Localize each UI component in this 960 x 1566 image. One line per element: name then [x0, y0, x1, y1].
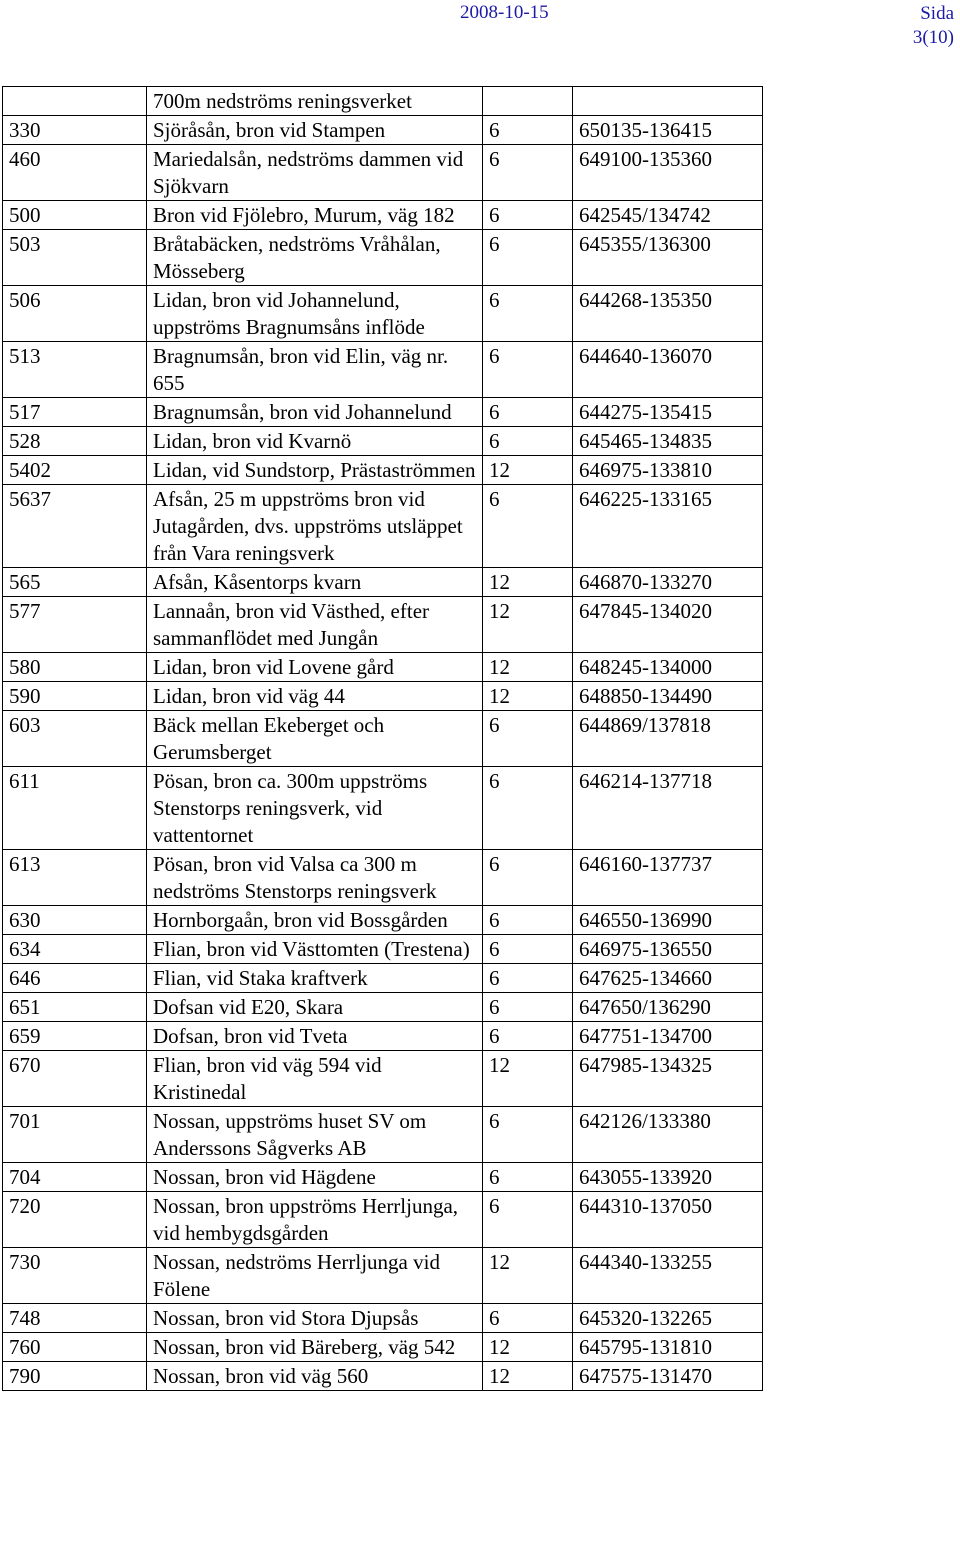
table-row — [3, 935, 763, 964]
location-cell: Lidan, bron vid Johannelund, uppströms Bragnumsåns inflöde — [147, 286, 483, 342]
station-id-cell: 528 — [3, 427, 147, 456]
interval-cell: 6 — [483, 1107, 573, 1163]
table-row — [3, 1022, 763, 1051]
coordinate-cell: 644869/137818 — [573, 711, 763, 767]
coordinate-cell: 645320-132265 — [573, 1304, 763, 1333]
location-cell: Bragnumsån, bron vid Johannelund — [147, 398, 483, 427]
station-id-cell: 790 — [3, 1362, 147, 1391]
station-id-cell: 748 — [3, 1304, 147, 1333]
location-cell: Sjöråsån, bron vid Stampen — [147, 116, 483, 145]
interval-cell: 6 — [483, 201, 573, 230]
interval-cell: 12 — [483, 1051, 573, 1107]
location-cell: Flian, bron vid Västtomten (Trestena) — [147, 935, 483, 964]
interval-cell: 6 — [483, 964, 573, 993]
interval-cell: 12 — [483, 1248, 573, 1304]
station-id-cell: 5637 — [3, 485, 147, 568]
table-row — [3, 1362, 763, 1391]
coordinate-cell: 643055-133920 — [573, 1163, 763, 1192]
coordinate-cell: 645465-134835 — [573, 427, 763, 456]
coordinate-cell: 644310-137050 — [573, 1192, 763, 1248]
station-id-cell: 330 — [3, 116, 147, 145]
coordinate-cell: 648245-134000 — [573, 653, 763, 682]
location-cell: Lidan, bron vid Kvarnö — [147, 427, 483, 456]
coordinate-cell: 647650/136290 — [573, 993, 763, 1022]
location-cell: Nossan, nedströms Herrljunga vid Fölene — [147, 1248, 483, 1304]
table-row — [3, 1051, 763, 1107]
coordinate-cell: 645795-131810 — [573, 1333, 763, 1362]
table-row — [3, 230, 763, 286]
coordinate-cell: 646870-133270 — [573, 568, 763, 597]
station-id-cell: 500 — [3, 201, 147, 230]
interval-cell: 6 — [483, 145, 573, 201]
location-cell: Nossan, bron vid Hägdene — [147, 1163, 483, 1192]
interval-cell: 6 — [483, 850, 573, 906]
coordinate-cell: 646550-136990 — [573, 906, 763, 935]
table-row — [3, 116, 763, 145]
interval-cell: 6 — [483, 1022, 573, 1051]
location-cell: Dofsan, bron vid Tveta — [147, 1022, 483, 1051]
coordinate-cell: 647625-134660 — [573, 964, 763, 993]
location-cell: Bragnumsån, bron vid Elin, väg nr. 655 — [147, 342, 483, 398]
table-row — [3, 456, 763, 485]
location-cell: Nossan, bron uppströms Herrljunga, vid hembygdsgården — [147, 1192, 483, 1248]
coordinate-cell: 646214-137718 — [573, 767, 763, 850]
interval-cell: 6 — [483, 230, 573, 286]
table-row — [3, 485, 763, 568]
location-cell: Pösan, bron vid Valsa ca 300 m nedströms Stenstorps reningsverk — [147, 850, 483, 906]
coordinate-cell: 644640-136070 — [573, 342, 763, 398]
station-id-cell: 646 — [3, 964, 147, 993]
interval-cell: 12 — [483, 456, 573, 485]
station-table — [2, 86, 763, 1391]
coordinate-cell: 646975-133810 — [573, 456, 763, 485]
location-cell: Mariedalsån, nedströms dammen vid Sjökvarn — [147, 145, 483, 201]
location-cell: Afsån, Kåsentorps kvarn — [147, 568, 483, 597]
station-id-cell: 701 — [3, 1107, 147, 1163]
location-cell: Lidan, vid Sundstorp, Prästaströmmen — [147, 456, 483, 485]
header-page — [894, 2, 954, 50]
location-cell: Afsån, 25 m uppströms bron vid Jutagården, dvs. uppströms utsläppet från Vara reningsverk — [147, 485, 483, 568]
table-row — [3, 145, 763, 201]
station-id-cell: 659 — [3, 1022, 147, 1051]
coordinate-cell: 647845-134020 — [573, 597, 763, 653]
location-cell: Bron vid Fjölebro, Murum, väg 182 — [147, 201, 483, 230]
coordinate-cell: 648850-134490 — [573, 682, 763, 711]
table-row — [3, 1107, 763, 1163]
station-id-cell: 460 — [3, 145, 147, 201]
station-id-cell: 611 — [3, 767, 147, 850]
location-cell: Hornborgaån, bron vid Bossgården — [147, 906, 483, 935]
interval-cell: 12 — [483, 653, 573, 682]
location-cell: Nossan, bron vid väg 560 — [147, 1362, 483, 1391]
table-row — [3, 398, 763, 427]
table-row — [3, 427, 763, 456]
station-id-cell: 5402 — [3, 456, 147, 485]
interval-cell: 6 — [483, 767, 573, 850]
interval-cell: 6 — [483, 427, 573, 456]
interval-cell: 12 — [483, 597, 573, 653]
table-row — [3, 286, 763, 342]
interval-cell: 6 — [483, 1163, 573, 1192]
table-row — [3, 1163, 763, 1192]
table-row — [3, 1333, 763, 1362]
location-cell: Bäck mellan Ekeberget och Gerumsberget — [147, 711, 483, 767]
coordinate-cell: 644268-135350 — [573, 286, 763, 342]
location-cell: Lidan, bron vid väg 44 — [147, 682, 483, 711]
header-date: 2008-10-15 — [460, 2, 549, 23]
interval-cell — [483, 87, 573, 116]
interval-cell: 12 — [483, 1333, 573, 1362]
interval-cell: 6 — [483, 935, 573, 964]
coordinate-cell: 642545/134742 — [573, 201, 763, 230]
coordinate-cell: 647751-134700 — [573, 1022, 763, 1051]
interval-cell: 6 — [483, 398, 573, 427]
table-row — [3, 711, 763, 767]
coordinate-cell: 642126/133380 — [573, 1107, 763, 1163]
location-cell: Nossan, uppströms huset SV om Anderssons Sågverks AB — [147, 1107, 483, 1163]
table-row — [3, 568, 763, 597]
station-id-cell: 503 — [3, 230, 147, 286]
station-id-cell: 590 — [3, 682, 147, 711]
page-number: 3(10) — [912, 27, 954, 48]
station-id-cell: 760 — [3, 1333, 147, 1362]
station-id-cell: 670 — [3, 1051, 147, 1107]
coordinate-cell: 650135-136415 — [573, 116, 763, 145]
station-id-cell: 730 — [3, 1248, 147, 1304]
coordinate-cell: 646975-136550 — [573, 935, 763, 964]
table-row — [3, 87, 763, 116]
interval-cell: 6 — [483, 342, 573, 398]
location-cell: Dofsan vid E20, Skara — [147, 993, 483, 1022]
interval-cell: 6 — [483, 1192, 573, 1248]
station-id-cell: 651 — [3, 993, 147, 1022]
coordinate-cell: 647985-134325 — [573, 1051, 763, 1107]
table-row — [3, 1192, 763, 1248]
station-table-body — [3, 87, 763, 1391]
coordinate-cell: 649100-135360 — [573, 145, 763, 201]
table-row — [3, 682, 763, 711]
table-row — [3, 1304, 763, 1333]
interval-cell: 6 — [483, 1304, 573, 1333]
table-row — [3, 597, 763, 653]
interval-cell: 6 — [483, 906, 573, 935]
interval-cell: 6 — [483, 993, 573, 1022]
station-id-cell: 630 — [3, 906, 147, 935]
coordinate-cell: 646160-137737 — [573, 850, 763, 906]
station-id-cell: 603 — [3, 711, 147, 767]
station-id-cell: 704 — [3, 1163, 147, 1192]
station-id-cell: 513 — [3, 342, 147, 398]
coordinate-cell — [573, 87, 763, 116]
table-row — [3, 1248, 763, 1304]
coordinate-cell: 644340-133255 — [573, 1248, 763, 1304]
station-id-cell: 577 — [3, 597, 147, 653]
station-id-cell: 565 — [3, 568, 147, 597]
page-label: Sida — [920, 3, 954, 24]
station-id-cell — [3, 87, 147, 116]
station-id-cell: 634 — [3, 935, 147, 964]
station-id-cell: 517 — [3, 398, 147, 427]
coordinate-cell: 644275-135415 — [573, 398, 763, 427]
interval-cell: 12 — [483, 1362, 573, 1391]
table-row — [3, 850, 763, 906]
interval-cell: 6 — [483, 116, 573, 145]
table-row — [3, 993, 763, 1022]
table-row — [3, 964, 763, 993]
coordinate-cell: 647575-131470 — [573, 1362, 763, 1391]
table-row — [3, 767, 763, 850]
table-row — [3, 906, 763, 935]
interval-cell: 12 — [483, 682, 573, 711]
station-id-cell: 720 — [3, 1192, 147, 1248]
table-row — [3, 653, 763, 682]
station-id-cell: 580 — [3, 653, 147, 682]
location-cell: Pösan, bron ca. 300m uppströms Stenstorps reningsverk, vid vattentornet — [147, 767, 483, 850]
table-row — [3, 342, 763, 398]
location-cell: Lidan, bron vid Lovene gård — [147, 653, 483, 682]
coordinate-cell: 646225-133165 — [573, 485, 763, 568]
location-cell: Flian, bron vid väg 594 vid Kristinedal — [147, 1051, 483, 1107]
location-cell: Lannaån, bron vid Västhed, efter sammanflödet med Jungån — [147, 597, 483, 653]
location-cell: 700m nedströms reningsverket — [147, 87, 483, 116]
interval-cell: 6 — [483, 711, 573, 767]
interval-cell: 6 — [483, 485, 573, 568]
interval-cell: 6 — [483, 286, 573, 342]
station-id-cell: 613 — [3, 850, 147, 906]
location-cell: Flian, vid Staka kraftverk — [147, 964, 483, 993]
location-cell: Nossan, bron vid Bäreberg, väg 542 — [147, 1333, 483, 1362]
table-row — [3, 201, 763, 230]
station-id-cell: 506 — [3, 286, 147, 342]
coordinate-cell: 645355/136300 — [573, 230, 763, 286]
interval-cell: 12 — [483, 568, 573, 597]
location-cell: Nossan, bron vid Stora Djupsås — [147, 1304, 483, 1333]
location-cell: Bråtabäcken, nedströms Vråhålan, Mösseberg — [147, 230, 483, 286]
